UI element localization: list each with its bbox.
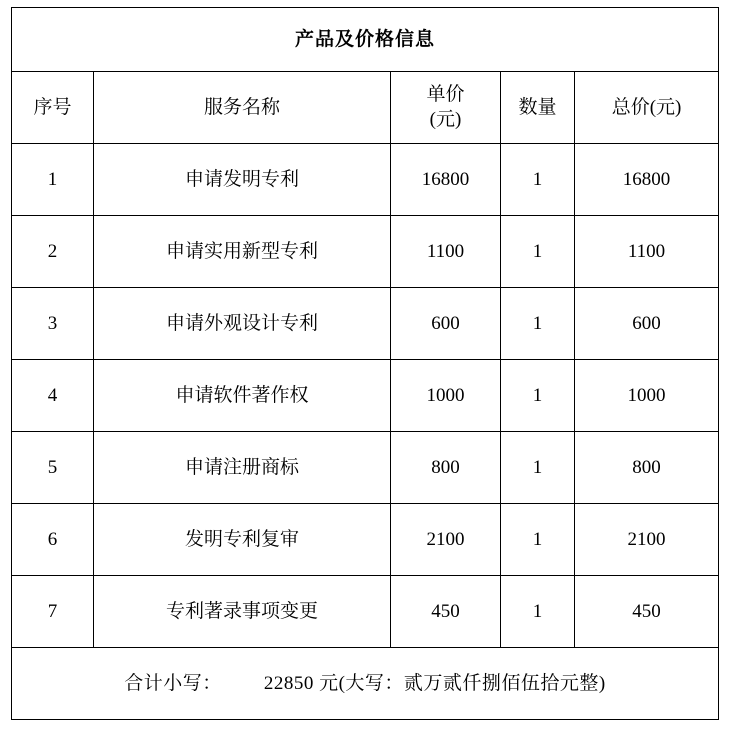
summary-label: 合计小写： (124, 672, 222, 694)
cell-service: 申请外观设计专利 (94, 288, 391, 360)
table-row (12, 432, 719, 504)
column-header-index: 序号 (12, 72, 94, 144)
cell-unit-price: 1000 (391, 360, 501, 432)
cell-total: 1000 (575, 360, 719, 432)
cell-index: 3 (12, 288, 94, 360)
cell-quantity: 1 (501, 216, 575, 288)
summary-cell (12, 648, 719, 720)
table-row (12, 144, 719, 216)
cell-index: 7 (12, 576, 94, 648)
table-row (12, 504, 719, 576)
table-summary-row (12, 648, 719, 720)
cell-index: 4 (12, 360, 94, 432)
table-header-row (12, 72, 719, 144)
page-title: 产品及价格信息 (12, 8, 719, 72)
cell-service: 专利著录事项变更 (94, 576, 391, 648)
column-header-unit-price (391, 72, 501, 144)
cell-service: 申请实用新型专利 (94, 216, 391, 288)
cell-service: 申请注册商标 (94, 432, 391, 504)
cell-index: 1 (12, 144, 94, 216)
cell-index: 6 (12, 504, 94, 576)
cell-quantity: 1 (501, 576, 575, 648)
cell-quantity: 1 (501, 288, 575, 360)
cell-total: 450 (575, 576, 719, 648)
table-row (12, 288, 719, 360)
cell-unit-price: 800 (391, 432, 501, 504)
price-information-document (0, 7, 735, 746)
cell-unit-price: 2100 (391, 504, 501, 576)
cell-unit-price: 1100 (391, 216, 501, 288)
cell-quantity: 1 (501, 504, 575, 576)
cell-unit-price: 16800 (391, 144, 501, 216)
cell-quantity: 1 (501, 144, 575, 216)
cell-quantity: 1 (501, 360, 575, 432)
cell-unit-price: 450 (391, 576, 501, 648)
cell-index: 2 (12, 216, 94, 288)
column-header-service: 服务名称 (94, 72, 391, 144)
cell-total: 600 (575, 288, 719, 360)
cell-service: 申请软件著作权 (94, 360, 391, 432)
column-header-unit-price-line2: (元) (429, 108, 462, 130)
cell-total: 1100 (575, 216, 719, 288)
cell-service: 申请发明专利 (94, 144, 391, 216)
column-header-total: 总价(元) (575, 72, 719, 144)
cell-unit-price: 600 (391, 288, 501, 360)
cell-index: 5 (12, 432, 94, 504)
cell-service: 发明专利复审 (94, 504, 391, 576)
cell-quantity: 1 (501, 432, 575, 504)
column-header-quantity: 数量 (501, 72, 575, 144)
table-row (12, 360, 719, 432)
cell-total: 2100 (575, 504, 719, 576)
summary-amount: 22850 元(大写：贰万贰仟捌佰伍拾元整) (221, 672, 606, 694)
column-header-unit-price-line1: 单价 (426, 84, 465, 106)
table-title-row (12, 8, 719, 72)
cell-total: 16800 (575, 144, 719, 216)
table-row (12, 216, 719, 288)
product-price-table (11, 7, 719, 720)
table-row (12, 576, 719, 648)
cell-total: 800 (575, 432, 719, 504)
